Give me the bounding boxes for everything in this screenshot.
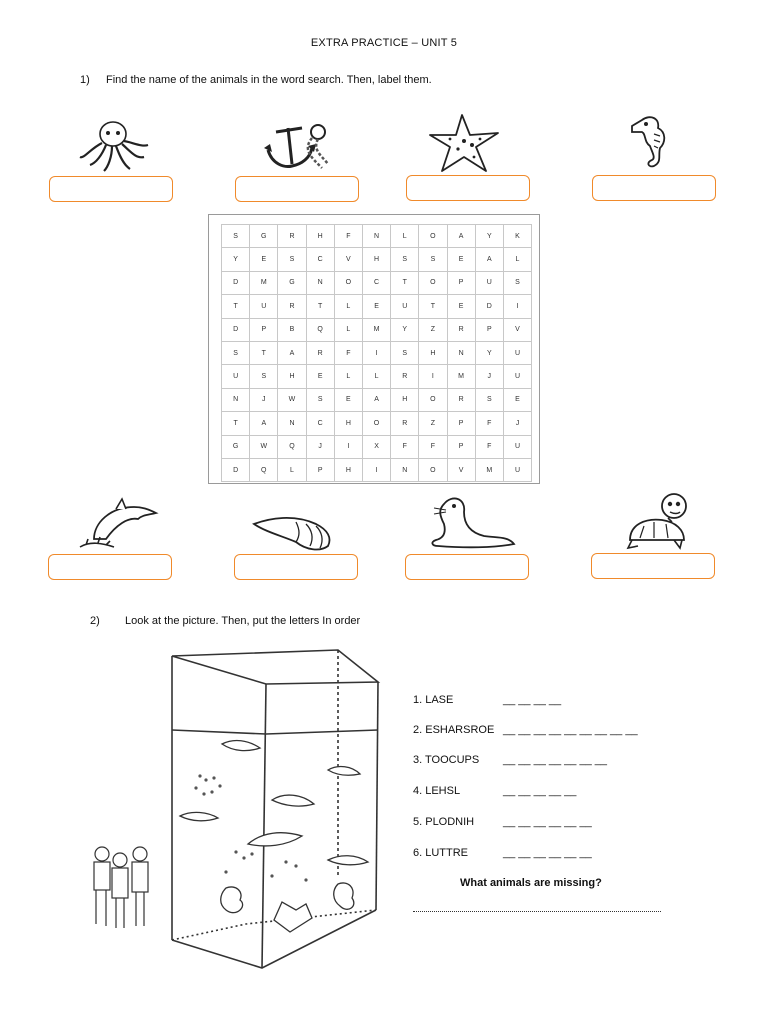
word-search-cell[interactable]: P xyxy=(447,412,475,435)
word-search-cell[interactable]: V xyxy=(503,318,531,341)
word-search-row xyxy=(222,295,532,318)
word-search-cell[interactable]: D xyxy=(222,318,250,341)
word-search-row xyxy=(222,388,532,411)
word-search-cell[interactable]: P xyxy=(447,271,475,294)
word-search-row xyxy=(222,435,532,458)
word-search-cell[interactable]: D xyxy=(475,295,503,318)
word-search-cell[interactable]: U xyxy=(475,271,503,294)
word-search-row xyxy=(222,412,532,435)
word-search-cell[interactable]: S xyxy=(278,248,306,271)
word-search-cell[interactable]: T xyxy=(419,295,447,318)
question-1-number: 1) xyxy=(80,74,90,86)
word-search-cell[interactable]: B xyxy=(278,318,306,341)
anagram-item xyxy=(413,724,638,736)
anagram-item xyxy=(413,694,562,706)
word-search-cell[interactable]: N xyxy=(362,225,390,248)
word-search-cell[interactable]: Y xyxy=(222,248,250,271)
word-search-cell[interactable]: A xyxy=(362,388,390,411)
word-search-cell[interactable]: E xyxy=(334,388,362,411)
word-search-cell[interactable]: S xyxy=(222,225,250,248)
word-search-cell[interactable]: J xyxy=(503,412,531,435)
word-search-cell[interactable]: Q xyxy=(306,318,334,341)
word-search-cell[interactable]: G xyxy=(222,435,250,458)
word-search-cell[interactable]: I xyxy=(362,458,390,481)
word-search-cell[interactable]: S xyxy=(222,341,250,364)
word-search-cell[interactable]: M xyxy=(250,271,278,294)
word-search-cell[interactable]: Y xyxy=(475,225,503,248)
word-search-cell[interactable]: Q xyxy=(278,435,306,458)
word-search-cell[interactable]: L xyxy=(503,248,531,271)
word-search-cell[interactable]: M xyxy=(362,318,390,341)
word-search-cell[interactable]: E xyxy=(306,365,334,388)
word-search-cell[interactable]: U xyxy=(503,365,531,388)
anagram-blank[interactable]: __ __ __ __ __ __ __ xyxy=(503,754,607,766)
anagram-item xyxy=(413,816,592,828)
anagram-label: 1. LASE xyxy=(413,694,454,706)
word-search-cell[interactable]: R xyxy=(391,365,419,388)
word-search-cell[interactable]: L xyxy=(334,318,362,341)
word-search-cell[interactable]: Z xyxy=(419,318,447,341)
word-search-row xyxy=(222,248,532,271)
anagram-item xyxy=(413,754,607,766)
word-search-cell[interactable]: O xyxy=(419,458,447,481)
word-search-cell[interactable]: A xyxy=(250,412,278,435)
anagram-label: 6. LUTTRE xyxy=(413,847,469,859)
word-search-cell[interactable]: P xyxy=(250,318,278,341)
word-search-cell[interactable]: H xyxy=(362,248,390,271)
label-box-starfish[interactable] xyxy=(406,175,530,201)
word-search-cell[interactable]: V xyxy=(334,248,362,271)
word-search-cell[interactable]: X xyxy=(362,435,390,458)
anagram-label: 3. TOOCUPS xyxy=(413,754,480,766)
word-search-cell[interactable]: S xyxy=(419,248,447,271)
starfish-picture xyxy=(428,111,504,175)
word-search-cell[interactable]: Y xyxy=(391,318,419,341)
anagram-label: 4. LEHSL xyxy=(413,785,461,797)
word-search-cell[interactable]: U xyxy=(250,295,278,318)
anagram-blank[interactable]: __ __ __ __ __ xyxy=(503,785,577,797)
word-search-cell[interactable]: S xyxy=(475,388,503,411)
word-search-cell[interactable]: N xyxy=(222,388,250,411)
word-search-cell[interactable]: H xyxy=(306,225,334,248)
word-search-cell[interactable]: M xyxy=(447,365,475,388)
word-search-cell[interactable]: R xyxy=(278,225,306,248)
word-search-cell[interactable]: N xyxy=(391,458,419,481)
answer-line[interactable] xyxy=(413,903,661,912)
word-search-cell[interactable]: O xyxy=(419,271,447,294)
word-search-cell[interactable]: L xyxy=(334,295,362,318)
word-search-cell[interactable]: S xyxy=(250,365,278,388)
question-1-text: Find the name of the animals in the word search. Then, label them. xyxy=(106,74,432,86)
word-search-cell[interactable]: R xyxy=(306,341,334,364)
aquarium-picture xyxy=(76,648,388,974)
anagram-blank[interactable]: __ __ __ __ __ __ xyxy=(503,847,592,859)
word-search-cell[interactable]: T xyxy=(306,295,334,318)
label-box-seahorse[interactable] xyxy=(592,175,716,201)
word-search-cell[interactable]: I xyxy=(419,365,447,388)
word-search-cell[interactable]: H xyxy=(334,458,362,481)
question-2-number: 2) xyxy=(90,615,100,627)
label-box-seal[interactable] xyxy=(405,554,529,580)
word-search-cell[interactable]: N xyxy=(447,341,475,364)
word-search-cell[interactable]: J xyxy=(250,388,278,411)
word-search-cell[interactable]: A xyxy=(278,341,306,364)
word-search-cell[interactable]: A xyxy=(447,225,475,248)
word-search-cell[interactable]: F xyxy=(419,435,447,458)
word-search-cell[interactable]: F xyxy=(391,435,419,458)
word-search xyxy=(208,214,540,484)
word-search-cell[interactable]: L xyxy=(391,225,419,248)
word-search-cell[interactable]: F xyxy=(334,341,362,364)
word-search-cell[interactable]: R xyxy=(447,318,475,341)
word-search-cell[interactable]: F xyxy=(475,412,503,435)
seahorse-picture xyxy=(628,112,676,172)
word-search-cell[interactable]: I xyxy=(362,341,390,364)
word-search-cell[interactable]: F xyxy=(475,435,503,458)
word-search-cell[interactable]: F xyxy=(334,225,362,248)
word-search-cell[interactable]: O xyxy=(419,225,447,248)
word-search-cell[interactable]: R xyxy=(278,295,306,318)
word-search-cell[interactable]: D xyxy=(222,271,250,294)
word-search-cell[interactable]: J xyxy=(306,435,334,458)
label-box-dolphin[interactable] xyxy=(48,554,172,580)
anagram-item xyxy=(413,785,577,797)
turtle-picture xyxy=(624,492,690,552)
word-search-cell[interactable]: R xyxy=(447,388,475,411)
word-search-cell[interactable]: I xyxy=(334,435,362,458)
word-search-cell[interactable]: T xyxy=(250,341,278,364)
word-search-cell[interactable]: E xyxy=(447,248,475,271)
word-search-row xyxy=(222,341,532,364)
word-search-cell[interactable]: D xyxy=(222,458,250,481)
anagram-label: 5. PLODNIH xyxy=(413,816,475,828)
seal-picture xyxy=(424,492,516,550)
word-search-cell[interactable]: Z xyxy=(419,412,447,435)
word-search-cell[interactable]: M xyxy=(475,458,503,481)
word-search-cell[interactable]: C xyxy=(362,271,390,294)
anagram-blank[interactable]: __ __ __ __ __ __ __ __ __ xyxy=(503,724,638,736)
label-box-shell[interactable] xyxy=(234,554,358,580)
word-search-cell[interactable]: G xyxy=(250,225,278,248)
label-box-octopus[interactable] xyxy=(49,176,173,202)
word-search-cell[interactable]: P xyxy=(475,318,503,341)
word-search-cell[interactable]: E xyxy=(447,295,475,318)
word-search-cell[interactable]: W xyxy=(250,435,278,458)
word-search-cell[interactable]: T xyxy=(222,412,250,435)
word-search-cell[interactable]: J xyxy=(475,365,503,388)
word-search-cell[interactable]: H xyxy=(419,341,447,364)
word-search-cell[interactable]: Y xyxy=(475,341,503,364)
word-search-cell[interactable]: A xyxy=(475,248,503,271)
word-search-cell[interactable]: E xyxy=(503,388,531,411)
word-search-row xyxy=(222,458,532,481)
octopus-picture xyxy=(78,117,150,175)
word-search-cell[interactable]: L xyxy=(278,458,306,481)
word-search-cell[interactable]: H xyxy=(391,388,419,411)
word-search-cell[interactable]: I xyxy=(503,295,531,318)
word-search-row xyxy=(222,318,532,341)
shell-picture xyxy=(250,510,336,554)
word-search-row xyxy=(222,365,532,388)
page-title: EXTRA PRACTICE – UNIT 5 xyxy=(310,37,458,49)
word-search-cell[interactable]: S xyxy=(391,248,419,271)
word-search-cell[interactable]: Q xyxy=(250,458,278,481)
question-2-text: Look at the picture. Then, put the letters In order xyxy=(125,615,361,627)
word-search-cell[interactable]: K xyxy=(503,225,531,248)
word-search-cell[interactable]: O xyxy=(362,412,390,435)
anagram-label: 2. ESHARSROE xyxy=(413,724,495,736)
word-search-cell[interactable]: U xyxy=(503,341,531,364)
word-search-cell[interactable]: U xyxy=(391,295,419,318)
dolphin-picture xyxy=(76,495,160,551)
word-search-cell[interactable]: U xyxy=(503,458,531,481)
word-search-cell[interactable]: W xyxy=(278,388,306,411)
label-box-turtle[interactable] xyxy=(591,553,715,579)
word-search-cell[interactable]: U xyxy=(503,435,531,458)
word-search-cell[interactable]: O xyxy=(419,388,447,411)
word-search-cell[interactable]: R xyxy=(391,412,419,435)
word-search-cell[interactable]: N xyxy=(278,412,306,435)
word-search-cell[interactable]: O xyxy=(334,271,362,294)
word-search-row xyxy=(222,271,532,294)
word-search-cell[interactable]: H xyxy=(278,365,306,388)
anchor-picture xyxy=(262,120,332,172)
word-search-cell[interactable]: C xyxy=(306,248,334,271)
missing-animals-question: What animals are missing? xyxy=(460,877,602,889)
word-search-cell[interactable]: U xyxy=(222,365,250,388)
word-search-cell[interactable]: S xyxy=(306,388,334,411)
word-search-cell[interactable]: N xyxy=(306,271,334,294)
word-search-cell[interactable]: T xyxy=(391,271,419,294)
word-search-cell[interactable]: E xyxy=(250,248,278,271)
label-box-anchor[interactable] xyxy=(235,176,359,202)
word-search-cell[interactable]: L xyxy=(362,365,390,388)
word-search-cell[interactable]: S xyxy=(503,271,531,294)
word-search-cell[interactable]: E xyxy=(362,295,390,318)
word-search-cell[interactable]: S xyxy=(391,341,419,364)
word-search-cell[interactable]: T xyxy=(222,295,250,318)
word-search-cell[interactable]: L xyxy=(334,365,362,388)
word-search-cell[interactable]: V xyxy=(447,458,475,481)
word-search-grid xyxy=(221,224,532,482)
anagram-blank[interactable]: __ __ __ __ xyxy=(503,694,562,706)
anagram-blank[interactable]: __ __ __ __ __ __ xyxy=(503,816,592,828)
word-search-cell[interactable]: C xyxy=(306,412,334,435)
word-search-cell[interactable]: P xyxy=(447,435,475,458)
anagram-item xyxy=(413,847,592,859)
word-search-cell[interactable]: G xyxy=(278,271,306,294)
word-search-cell[interactable]: P xyxy=(306,458,334,481)
word-search-row xyxy=(222,225,532,248)
word-search-cell[interactable]: H xyxy=(334,412,362,435)
